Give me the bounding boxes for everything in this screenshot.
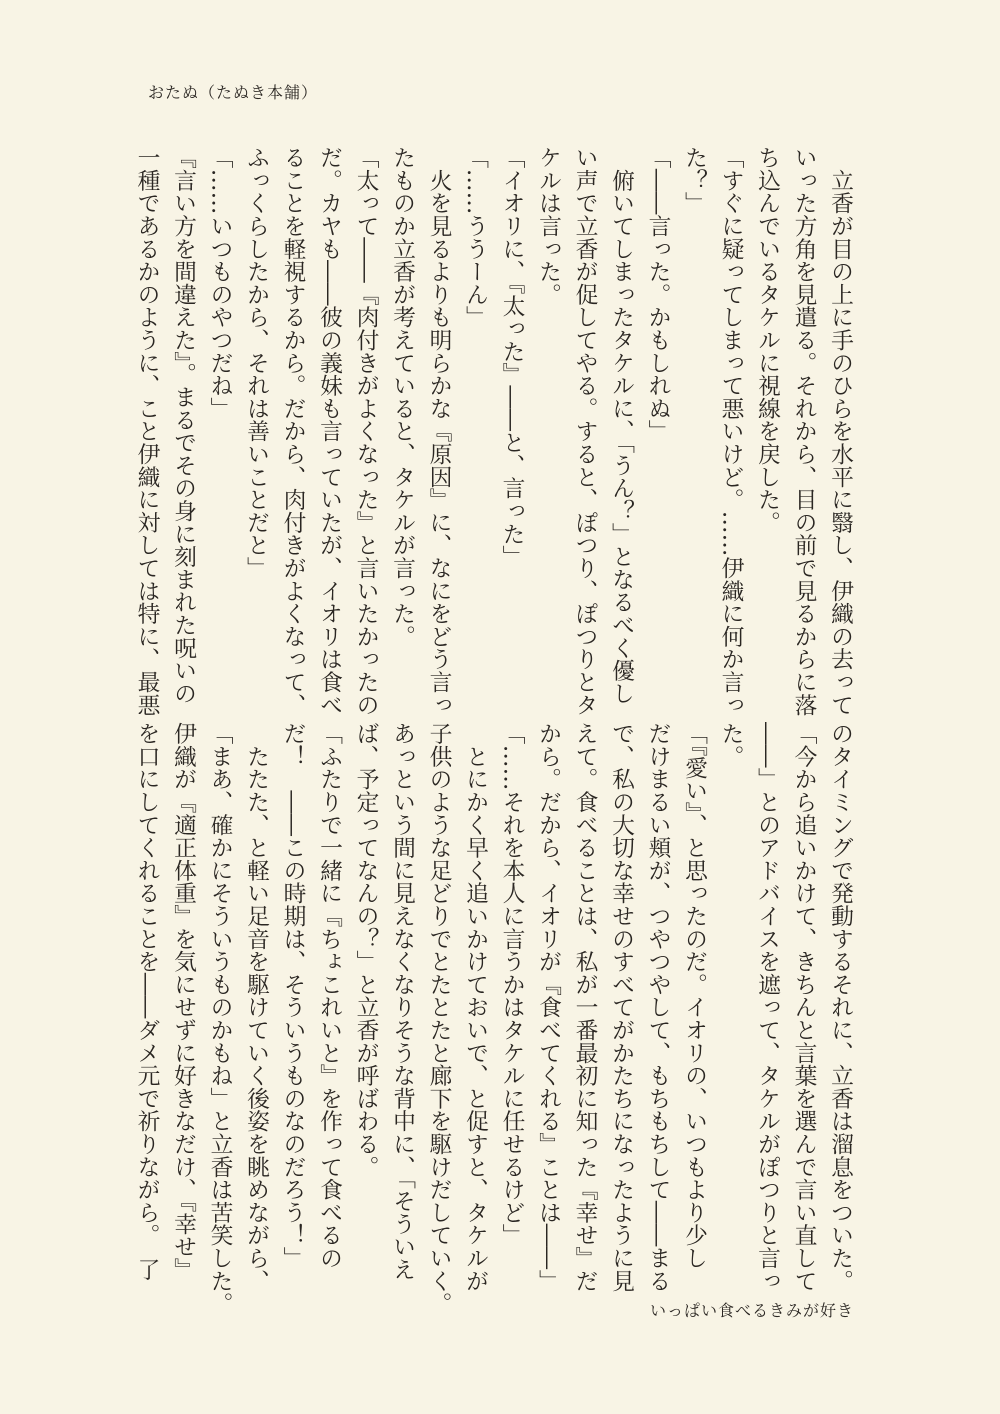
text-line: で、私の大切な幸せのすべてがかたちになったように見: [608, 722, 634, 1292]
text-line: のタイミングで発動するそれに、立香は溜息をついた。: [827, 722, 853, 1292]
text-line: を口にしてくれることを――ダメ元で祈りながら。 了: [133, 722, 160, 1281]
text-line: いった方角を見遣る。それから、目の前で見るからに落: [790, 146, 817, 716]
text-line: 「すぐに疑ってしまって悪いけど。……伊織に何か言っ: [717, 146, 744, 716]
text-line: たたた、と軽い足音を駆けていく後姿を眺めながら、: [243, 722, 269, 1292]
text-line: ――」とのアドバイスを遮って、タケルがぽつりと言っ: [754, 722, 780, 1292]
text-line: だけまるい頬が、つやつやして、もちもちして――まる: [644, 722, 671, 1292]
text-line: だ！ ――この時期は、そういうものなのだろう！」: [279, 722, 306, 1270]
text-line: たものか立香が考えていると、タケルが言った。: [389, 146, 415, 648]
text-line: た。: [717, 722, 744, 768]
text-line: 火を見るよりも明らかな『原因』に、なにをどう言っ: [425, 146, 452, 716]
text-line: 『言い方を間違えた』。まるでその身に刻まれた呪いの: [170, 146, 196, 705]
running-head: おたぬ（たぬき本舗）: [148, 83, 319, 102]
text-line: だ。カヤも――彼の義妹も言っていたが、イオリは食べ: [316, 146, 342, 716]
text-line: ケルは言った。: [535, 146, 561, 306]
text-line: 俯いてしまったタケルに、「うん？」となるべく優し: [608, 146, 634, 705]
text-line: えて。食べることは、私が一番最初に知った『幸せ』だ: [571, 722, 598, 1292]
text-line: 立香が目の上に手のひらを水平に翳し、伊織の去って: [827, 146, 853, 716]
text-line: 「――言った。かもしれぬ」: [644, 146, 671, 443]
text-line: から。だから、イオリが『食べてくれる』ことは――」: [535, 722, 561, 1292]
text-block-top: [133, 146, 858, 716]
text-line: 「まあ、確かにそういうものかもね」と立香は苦笑した。: [206, 722, 233, 1315]
text-line: あっという間に見えなくなりそうな背中に、「そういえ: [389, 722, 415, 1281]
text-line: 「太って――『肉付きがよくなった』と言いたかったの: [352, 146, 379, 716]
text-line: た？」: [681, 146, 707, 215]
text-line: 「……いつものやつだね」: [206, 146, 233, 420]
text-line: い声で立香が促してやる。すると、ぽつり、ぽつりとタ: [571, 146, 598, 716]
text-line: とにかく早く追いかけておいで、と促すと、タケルが: [462, 722, 488, 1292]
text-line: ることを軽視するから。だから、肉付きがよくなって、: [279, 146, 306, 716]
running-foot: いっぱい食べるきみが好き: [649, 1301, 854, 1320]
text-line: 「……それを本人に言うかはタケルに任せるけど」: [498, 722, 525, 1247]
text-line: 「イオリに、『太った』――と、言った」: [498, 146, 525, 568]
text-line: 「……ううーん」: [462, 146, 488, 329]
text-line: ば、予定ってなんの？」と立香が呼ばわる。: [352, 722, 379, 1178]
text-line: 子供のような足どりでとたとたと廊下を駆けだしていく。: [425, 722, 452, 1315]
text-line: ふっくらしたから、それは善いことだと」: [243, 146, 269, 580]
text-line: 「ふたりで一緒に『ちょこれいと』を作って食べるの: [316, 722, 342, 1270]
text-line: 一種であるかのように、こと伊織に対しては特に、最悪: [133, 146, 160, 716]
text-line: 伊織が『適正体重』を気にせずに好きなだけ、『幸せ』: [170, 722, 196, 1281]
text-line: 「『愛い』、と思ったのだ。イオリの、いつもより少し: [681, 722, 707, 1270]
text-line: ち込んでいるタケルに視線を戻した。: [754, 146, 780, 534]
text-line: 「今から追いかけて、きちんと言葉を選んで言い直して: [790, 722, 817, 1292]
